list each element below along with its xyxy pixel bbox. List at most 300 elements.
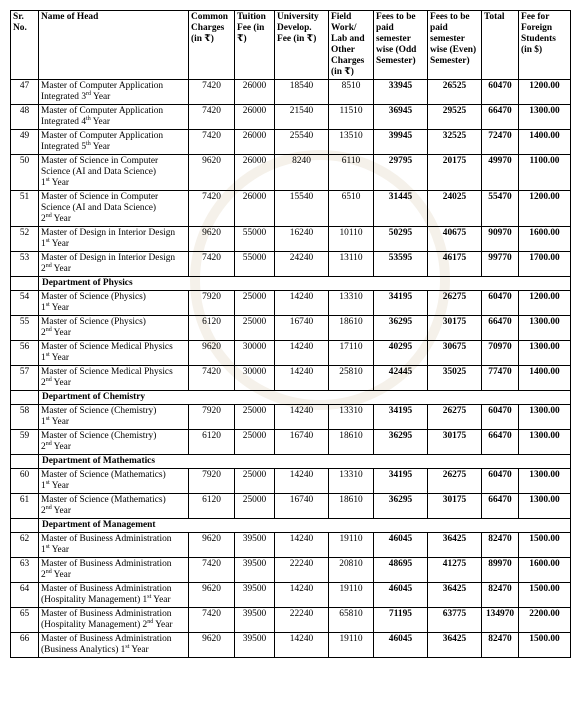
- univ-cell: 14240: [275, 366, 329, 391]
- total-cell: 66470: [482, 430, 519, 455]
- odd-cell: 36295: [374, 316, 428, 341]
- name-year: 1: [41, 545, 46, 555]
- header-odd: Fees to be paid semester wise (Odd Semester): [374, 11, 428, 80]
- name-year: 1: [41, 178, 46, 188]
- table-row: [11, 252, 571, 277]
- sr-cell: 49: [11, 130, 39, 155]
- ordinal-suffix: st: [45, 479, 50, 486]
- total-cell: 60470: [482, 291, 519, 316]
- field-cell: 13310: [329, 469, 374, 494]
- ordinal-suffix: nd: [45, 568, 52, 575]
- field-cell: 18610: [329, 430, 374, 455]
- even-cell: 46175: [428, 252, 482, 277]
- even-cell: 30175: [428, 494, 482, 519]
- ordinal-suffix: st: [45, 351, 50, 358]
- name-text: Master of Science (Chemistry): [41, 431, 157, 441]
- header-tuition: Tuition Fee (in ₹): [235, 11, 275, 80]
- odd-cell: 42445: [374, 366, 428, 391]
- tuition-cell: 26000: [235, 105, 275, 130]
- header-sr: Sr. No.: [11, 11, 39, 80]
- year-word: Year: [49, 239, 69, 249]
- fee-table: [10, 10, 571, 658]
- total-cell: 66470: [482, 105, 519, 130]
- even-cell: 41275: [428, 558, 482, 583]
- foreign-cell: 1700.00: [519, 252, 571, 277]
- ordinal-suffix: nd: [45, 440, 52, 447]
- year-word: Year: [51, 442, 71, 452]
- odd-cell: 40295: [374, 341, 428, 366]
- name-text: Master of Design in Interior Design: [41, 228, 176, 238]
- common-cell: 9620: [189, 583, 235, 608]
- univ-cell: 14240: [275, 405, 329, 430]
- field-cell: 13310: [329, 405, 374, 430]
- ordinal-suffix: nd: [45, 212, 52, 219]
- tuition-cell: 25000: [235, 469, 275, 494]
- total-cell: 55470: [482, 191, 519, 227]
- odd-cell: 29795: [374, 155, 428, 191]
- name-text: Master of Computer Application: [41, 81, 164, 91]
- ordinal-suffix: rd: [86, 90, 92, 97]
- odd-cell: 53595: [374, 252, 428, 277]
- name-cell: [39, 405, 189, 430]
- even-cell: 36425: [428, 633, 482, 658]
- univ-cell: 14240: [275, 341, 329, 366]
- total-cell: 70970: [482, 341, 519, 366]
- department-label: Department of Management: [39, 519, 571, 533]
- odd-cell: 50295: [374, 227, 428, 252]
- total-cell: 134970: [482, 608, 519, 633]
- common-cell: 6120: [189, 430, 235, 455]
- tuition-cell: 26000: [235, 130, 275, 155]
- common-cell: 7420: [189, 608, 235, 633]
- name-cell: [39, 430, 189, 455]
- tuition-cell: 55000: [235, 252, 275, 277]
- common-cell: 7420: [189, 80, 235, 105]
- foreign-cell: 1200.00: [519, 291, 571, 316]
- name-year: 1: [41, 353, 46, 363]
- name-year: Integrated 3: [41, 92, 87, 102]
- name-cell: [39, 155, 189, 191]
- name-cell: [39, 366, 189, 391]
- header-total: Total: [482, 11, 519, 80]
- table-row: [11, 405, 571, 430]
- name-cell: [39, 558, 189, 583]
- foreign-cell: 1600.00: [519, 558, 571, 583]
- univ-cell: 16740: [275, 494, 329, 519]
- foreign-cell: 1500.00: [519, 633, 571, 658]
- name-cell: [39, 494, 189, 519]
- header-even: Fees to be paid semester wise (Even) Semester): [428, 11, 482, 80]
- name-text: Master of Business Administration: [41, 534, 172, 544]
- common-cell: 7420: [189, 558, 235, 583]
- year-word: Year: [90, 142, 110, 152]
- name-cell: [39, 227, 189, 252]
- even-cell: 63775: [428, 608, 482, 633]
- total-cell: 60470: [482, 80, 519, 105]
- name-text: Master of Science (Physics): [41, 292, 146, 302]
- even-cell: 20175: [428, 155, 482, 191]
- header-common: Common Charges (in ₹): [189, 11, 235, 80]
- even-cell: 30675: [428, 341, 482, 366]
- header-field: Field Work/ Lab and Other Charges (in ₹): [329, 11, 374, 80]
- tuition-cell: 39500: [235, 633, 275, 658]
- name-text: Master of Business Administration (Hospitality Management) 1: [41, 584, 172, 605]
- even-cell: 40675: [428, 227, 482, 252]
- even-cell: 32525: [428, 130, 482, 155]
- name-cell: [39, 533, 189, 558]
- tuition-cell: 39500: [235, 608, 275, 633]
- ordinal-suffix: st: [45, 415, 50, 422]
- foreign-cell: 1300.00: [519, 494, 571, 519]
- header-name: Name of Head: [39, 11, 189, 80]
- total-cell: 49970: [482, 155, 519, 191]
- ordinal-suffix: st: [45, 543, 50, 550]
- sr-cell: 48: [11, 105, 39, 130]
- table-row: [11, 227, 571, 252]
- table-row: [11, 366, 571, 391]
- year-word: Year: [51, 570, 71, 580]
- name-cell: [39, 291, 189, 316]
- total-cell: 77470: [482, 366, 519, 391]
- department-row: [11, 455, 571, 469]
- foreign-cell: 2200.00: [519, 608, 571, 633]
- dept-sr: [11, 519, 39, 533]
- ordinal-suffix: st: [125, 643, 130, 650]
- common-cell: 7920: [189, 405, 235, 430]
- department-label: Department of Chemistry: [39, 391, 571, 405]
- field-cell: 6110: [329, 155, 374, 191]
- univ-cell: 14240: [275, 469, 329, 494]
- foreign-cell: 1500.00: [519, 533, 571, 558]
- total-cell: 66470: [482, 494, 519, 519]
- tuition-cell: 26000: [235, 191, 275, 227]
- even-cell: 35025: [428, 366, 482, 391]
- name-cell: [39, 583, 189, 608]
- name-year: 2: [41, 570, 46, 580]
- table-row: [11, 191, 571, 227]
- even-cell: 29525: [428, 105, 482, 130]
- field-cell: 11510: [329, 105, 374, 130]
- foreign-cell: 1200.00: [519, 191, 571, 227]
- total-cell: 60470: [482, 469, 519, 494]
- foreign-cell: 1300.00: [519, 469, 571, 494]
- odd-cell: 46045: [374, 583, 428, 608]
- univ-cell: 14240: [275, 291, 329, 316]
- sr-cell: 61: [11, 494, 39, 519]
- odd-cell: 39945: [374, 130, 428, 155]
- dept-sr: [11, 455, 39, 469]
- name-cell: [39, 130, 189, 155]
- header-foreign: Fee for Foreign Students (in $): [519, 11, 571, 80]
- name-text: Master of Science (Physics): [41, 317, 146, 327]
- table-row: [11, 105, 571, 130]
- name-year: 2: [41, 214, 46, 224]
- year-word: Year: [151, 595, 171, 605]
- odd-cell: 34195: [374, 405, 428, 430]
- common-cell: 7420: [189, 252, 235, 277]
- even-cell: 26275: [428, 469, 482, 494]
- department-label: Department of Physics: [39, 277, 571, 291]
- sr-cell: 65: [11, 608, 39, 633]
- name-year: 2: [41, 506, 46, 516]
- tuition-cell: 30000: [235, 341, 275, 366]
- even-cell: 26275: [428, 405, 482, 430]
- name-year: 1: [41, 303, 46, 313]
- univ-cell: 15540: [275, 191, 329, 227]
- common-cell: 9620: [189, 533, 235, 558]
- tuition-cell: 30000: [235, 366, 275, 391]
- year-word: Year: [91, 92, 111, 102]
- tuition-cell: 39500: [235, 583, 275, 608]
- sr-cell: 54: [11, 291, 39, 316]
- field-cell: 13110: [329, 252, 374, 277]
- department-label: Department of Mathematics: [39, 455, 571, 469]
- year-word: Year: [49, 417, 69, 427]
- name-cell: [39, 341, 189, 366]
- foreign-cell: 1600.00: [519, 227, 571, 252]
- univ-cell: 14240: [275, 583, 329, 608]
- common-cell: 6120: [189, 494, 235, 519]
- field-cell: 13310: [329, 291, 374, 316]
- name-cell: [39, 633, 189, 658]
- name-year: 1: [41, 417, 46, 427]
- even-cell: 26275: [428, 291, 482, 316]
- common-cell: 9620: [189, 341, 235, 366]
- year-word: Year: [129, 645, 149, 655]
- year-word: Year: [51, 264, 71, 274]
- univ-cell: 24240: [275, 252, 329, 277]
- ordinal-suffix: st: [45, 301, 50, 308]
- table-row: [11, 494, 571, 519]
- table-row: [11, 130, 571, 155]
- common-cell: 7420: [189, 366, 235, 391]
- common-cell: 7420: [189, 130, 235, 155]
- common-cell: 7420: [189, 191, 235, 227]
- tuition-cell: 55000: [235, 227, 275, 252]
- univ-cell: 16740: [275, 316, 329, 341]
- dept-sr: [11, 277, 39, 291]
- name-text: Master of Computer Application: [41, 106, 164, 116]
- sr-cell: 50: [11, 155, 39, 191]
- tuition-cell: 25000: [235, 405, 275, 430]
- sr-cell: 53: [11, 252, 39, 277]
- table-row: [11, 316, 571, 341]
- name-year: 2: [41, 328, 46, 338]
- name-cell: [39, 316, 189, 341]
- name-cell: [39, 252, 189, 277]
- table-body: [11, 80, 571, 658]
- common-cell: 9620: [189, 633, 235, 658]
- field-cell: 10110: [329, 227, 374, 252]
- year-word: Year: [51, 378, 71, 388]
- univ-cell: 22240: [275, 558, 329, 583]
- even-cell: 36425: [428, 583, 482, 608]
- field-cell: 19110: [329, 533, 374, 558]
- total-cell: 72470: [482, 130, 519, 155]
- odd-cell: 48695: [374, 558, 428, 583]
- name-text: Master of Business Administration: [41, 559, 172, 569]
- table-row: [11, 341, 571, 366]
- field-cell: 18610: [329, 316, 374, 341]
- tuition-cell: 26000: [235, 80, 275, 105]
- odd-cell: 31445: [374, 191, 428, 227]
- even-cell: 30175: [428, 430, 482, 455]
- tuition-cell: 25000: [235, 494, 275, 519]
- name-year: 1: [41, 239, 46, 249]
- sr-cell: 51: [11, 191, 39, 227]
- odd-cell: 46045: [374, 533, 428, 558]
- field-cell: 8510: [329, 80, 374, 105]
- tuition-cell: 25000: [235, 430, 275, 455]
- total-cell: 99770: [482, 252, 519, 277]
- tuition-cell: 26000: [235, 155, 275, 191]
- year-word: Year: [49, 178, 69, 188]
- sr-cell: 58: [11, 405, 39, 430]
- tuition-cell: 25000: [235, 316, 275, 341]
- univ-cell: 18540: [275, 80, 329, 105]
- name-year: 1: [41, 481, 46, 491]
- sr-cell: 62: [11, 533, 39, 558]
- odd-cell: 46045: [374, 633, 428, 658]
- field-cell: 6510: [329, 191, 374, 227]
- name-year: 2: [41, 442, 46, 452]
- name-cell: [39, 80, 189, 105]
- sr-cell: 56: [11, 341, 39, 366]
- univ-cell: 14240: [275, 633, 329, 658]
- dept-sr: [11, 391, 39, 405]
- year-word: Year: [51, 506, 71, 516]
- univ-cell: 21540: [275, 105, 329, 130]
- foreign-cell: 1300.00: [519, 341, 571, 366]
- name-year: Integrated 5: [41, 142, 87, 152]
- field-cell: 25810: [329, 366, 374, 391]
- foreign-cell: 1300.00: [519, 316, 571, 341]
- ordinal-suffix: nd: [45, 376, 52, 383]
- department-row: [11, 519, 571, 533]
- ordinal-suffix: nd: [147, 618, 154, 625]
- foreign-cell: 1500.00: [519, 583, 571, 608]
- tuition-cell: 39500: [235, 533, 275, 558]
- foreign-cell: 1300.00: [519, 405, 571, 430]
- odd-cell: 34195: [374, 291, 428, 316]
- total-cell: 89970: [482, 558, 519, 583]
- name-cell: [39, 469, 189, 494]
- name-text: Master of Science (Mathematics): [41, 470, 166, 480]
- header-univ: University Develop. Fee (in ₹): [275, 11, 329, 80]
- table-row: [11, 155, 571, 191]
- even-cell: 36425: [428, 533, 482, 558]
- name-text: Master of Science Medical Physics: [41, 342, 173, 352]
- field-cell: 13510: [329, 130, 374, 155]
- table-row: [11, 608, 571, 633]
- total-cell: 82470: [482, 633, 519, 658]
- sr-cell: 47: [11, 80, 39, 105]
- year-word: Year: [49, 545, 69, 555]
- field-cell: 17110: [329, 341, 374, 366]
- odd-cell: 36945: [374, 105, 428, 130]
- ordinal-suffix: nd: [45, 504, 52, 511]
- sr-cell: 52: [11, 227, 39, 252]
- field-cell: 19110: [329, 633, 374, 658]
- year-word: Year: [49, 303, 69, 313]
- common-cell: 7420: [189, 105, 235, 130]
- department-row: [11, 277, 571, 291]
- name-year: Integrated 4: [41, 117, 87, 127]
- name-cell: [39, 191, 189, 227]
- name-year: 2: [41, 378, 46, 388]
- year-word: Year: [90, 117, 110, 127]
- name-text: Master of Business Administration (Hospitality Management) 2: [41, 609, 172, 630]
- foreign-cell: 1200.00: [519, 80, 571, 105]
- name-text: Master of Design in Interior Design: [41, 253, 176, 263]
- year-word: Year: [153, 620, 173, 630]
- sr-cell: 57: [11, 366, 39, 391]
- odd-cell: 71195: [374, 608, 428, 633]
- name-text: Master of Science (Chemistry): [41, 406, 157, 416]
- foreign-cell: 1300.00: [519, 430, 571, 455]
- total-cell: 82470: [482, 533, 519, 558]
- name-text: Master of Science Medical Physics: [41, 367, 173, 377]
- foreign-cell: 1100.00: [519, 155, 571, 191]
- name-text: Master of Science in Computer Science (AI and Data Science): [41, 156, 159, 177]
- foreign-cell: 1400.00: [519, 366, 571, 391]
- univ-cell: 8240: [275, 155, 329, 191]
- name-cell: [39, 608, 189, 633]
- table-row: [11, 583, 571, 608]
- univ-cell: 25540: [275, 130, 329, 155]
- header-row: [11, 11, 571, 80]
- common-cell: 9620: [189, 227, 235, 252]
- name-text: Master of Science (Mathematics): [41, 495, 166, 505]
- univ-cell: 14240: [275, 533, 329, 558]
- even-cell: 30175: [428, 316, 482, 341]
- foreign-cell: 1400.00: [519, 130, 571, 155]
- total-cell: 90970: [482, 227, 519, 252]
- univ-cell: 16740: [275, 430, 329, 455]
- table-row: [11, 430, 571, 455]
- field-cell: 65810: [329, 608, 374, 633]
- table-row: [11, 80, 571, 105]
- odd-cell: 36295: [374, 494, 428, 519]
- tuition-cell: 25000: [235, 291, 275, 316]
- table-row: [11, 633, 571, 658]
- table-row: [11, 533, 571, 558]
- ordinal-suffix: th: [86, 115, 91, 122]
- name-year: 2: [41, 264, 46, 274]
- foreign-cell: 1300.00: [519, 105, 571, 130]
- even-cell: 24025: [428, 191, 482, 227]
- even-cell: 26525: [428, 80, 482, 105]
- name-cell: [39, 105, 189, 130]
- year-word: Year: [49, 353, 69, 363]
- sr-cell: 55: [11, 316, 39, 341]
- sr-cell: 59: [11, 430, 39, 455]
- field-cell: 20810: [329, 558, 374, 583]
- total-cell: 82470: [482, 583, 519, 608]
- odd-cell: 33945: [374, 80, 428, 105]
- ordinal-suffix: nd: [45, 326, 52, 333]
- field-cell: 18610: [329, 494, 374, 519]
- table-row: [11, 291, 571, 316]
- name-text: Master of Science in Computer Science (AI and Data Science): [41, 192, 159, 213]
- ordinal-suffix: nd: [45, 262, 52, 269]
- ordinal-suffix: st: [45, 237, 50, 244]
- total-cell: 60470: [482, 405, 519, 430]
- total-cell: 66470: [482, 316, 519, 341]
- table-row: [11, 558, 571, 583]
- ordinal-suffix: st: [45, 176, 50, 183]
- field-cell: 19110: [329, 583, 374, 608]
